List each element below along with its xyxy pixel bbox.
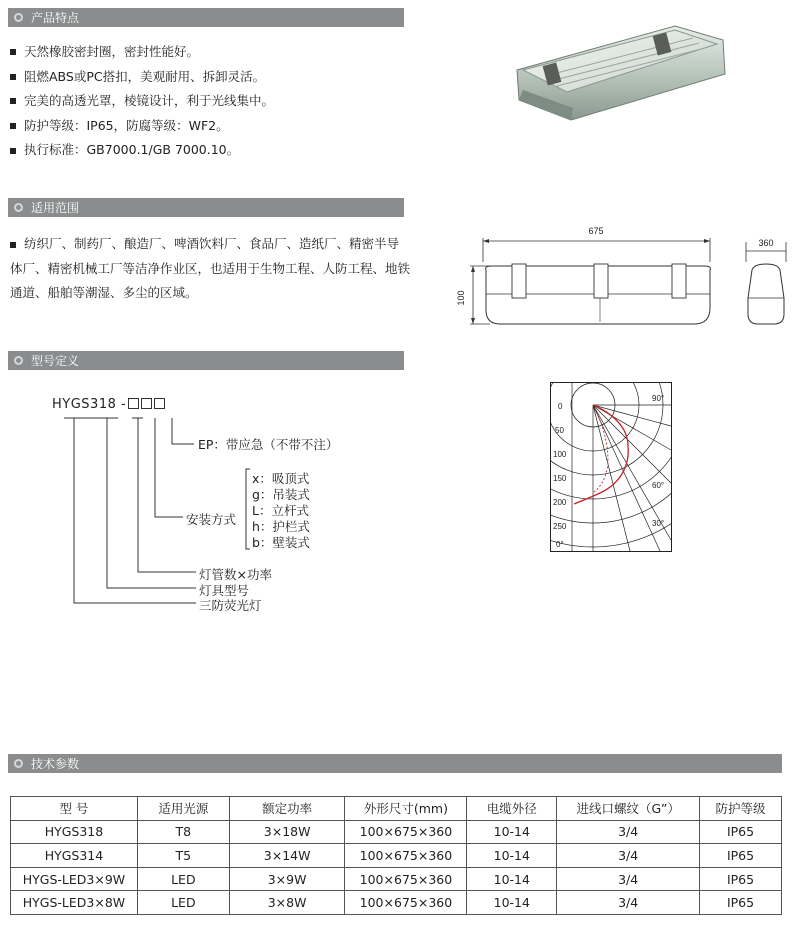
bullet-circle-icon bbox=[14, 356, 23, 365]
table-cell: 3×8W bbox=[229, 891, 345, 915]
table-cell: HYGS318 bbox=[11, 820, 138, 844]
table-cell: HYGS-LED3×9W bbox=[11, 867, 138, 891]
code-box bbox=[141, 398, 152, 409]
square-bullet-icon bbox=[10, 74, 16, 80]
dimension-length: 675 bbox=[588, 226, 604, 236]
install-option: b：壁装式 bbox=[252, 535, 310, 550]
section-bar-features bbox=[8, 8, 404, 27]
table-cell: 10-14 bbox=[467, 867, 557, 891]
square-bullet-icon bbox=[10, 148, 16, 154]
table-cell: 100×675×360 bbox=[345, 844, 467, 868]
table-cell: 10-14 bbox=[467, 891, 557, 915]
list-item: 天然橡胶密封圈，密封性能好。 bbox=[10, 40, 274, 65]
polar-distribution-diagram bbox=[550, 382, 672, 552]
polar-radial-label: 100 bbox=[553, 450, 567, 459]
table-cell: 100×675×360 bbox=[345, 891, 467, 915]
table-cell: 10-14 bbox=[467, 820, 557, 844]
table-cell: 3×18W bbox=[229, 820, 345, 844]
square-bullet-icon bbox=[10, 242, 16, 248]
column-header: 进线口螺纹（G”） bbox=[557, 797, 700, 821]
install-option: g：吊装式 bbox=[252, 487, 310, 502]
table-cell: T8 bbox=[137, 820, 229, 844]
polar-angle-label: 90° bbox=[652, 394, 665, 403]
polar-radial-label: 150 bbox=[553, 474, 567, 483]
section-title-scope: 适用范围 bbox=[31, 201, 80, 215]
square-bullet-icon bbox=[10, 49, 16, 55]
table-cell: IP65 bbox=[700, 844, 782, 868]
column-header: 额定功率 bbox=[229, 797, 345, 821]
table-cell: LED bbox=[137, 891, 229, 915]
table-cell: 3×14W bbox=[229, 844, 345, 868]
polar-angle-label: 60° bbox=[652, 481, 665, 490]
table-cell: IP65 bbox=[700, 820, 782, 844]
table-cell: 100×675×360 bbox=[345, 867, 467, 891]
bullet-circle-icon bbox=[14, 203, 23, 212]
square-bullet-icon bbox=[10, 123, 16, 129]
section-bar-scope bbox=[8, 198, 404, 217]
bullet-circle-icon bbox=[14, 13, 23, 22]
table-cell: HYGS314 bbox=[11, 844, 138, 868]
dimension-width: 360 bbox=[758, 238, 774, 248]
column-header: 外形尺寸(mm) bbox=[345, 797, 467, 821]
section-bar-model bbox=[8, 351, 404, 370]
install-option: x：吸顶式 bbox=[252, 471, 310, 486]
table-cell: 10-14 bbox=[467, 844, 557, 868]
spec-table bbox=[10, 796, 782, 915]
table-row bbox=[11, 867, 782, 891]
install-option: L：立杆式 bbox=[252, 503, 309, 518]
table-cell: 3/4 bbox=[557, 820, 700, 844]
table-header-row bbox=[11, 797, 782, 821]
table-cell: 3×9W bbox=[229, 867, 345, 891]
code-box bbox=[154, 398, 165, 409]
label-tube: 灯管数×功率 bbox=[199, 567, 272, 582]
table-cell: 3/4 bbox=[557, 867, 700, 891]
square-bullet-icon bbox=[10, 98, 16, 104]
table-cell: IP65 bbox=[700, 867, 782, 891]
model-code: HYGS318 - bbox=[52, 397, 165, 412]
column-header: 防护等级 bbox=[700, 797, 782, 821]
dimension-height: 100 bbox=[456, 290, 466, 306]
polar-radial-label: 250 bbox=[553, 522, 567, 531]
polar-radial-label: 200 bbox=[553, 498, 567, 507]
table-cell: 3/4 bbox=[557, 844, 700, 868]
table-cell: 100×675×360 bbox=[345, 820, 467, 844]
scope-paragraph bbox=[10, 232, 410, 306]
table-cell: HYGS-LED3×8W bbox=[11, 891, 138, 915]
table-row bbox=[11, 891, 782, 915]
polar-radial-label: 50 bbox=[555, 426, 564, 435]
dimension-drawing bbox=[440, 222, 800, 342]
table-cell: IP65 bbox=[700, 891, 782, 915]
bullet-circle-icon bbox=[14, 759, 23, 768]
scope-text: 纺织厂、制药厂、酿造厂、啤酒饮料厂、食品厂、造纸厂、精密半导体厂、精密机械工厂等洁净作业区，也适用于生物工程、人防工程、地铁通道、船舶等潮湿、多尘的区域。 bbox=[10, 236, 411, 300]
list-item: 防护等级：IP65，防腐等级：WF2。 bbox=[10, 114, 274, 139]
section-title-tech: 技术参数 bbox=[31, 757, 80, 771]
label-fixture: 灯具型号 bbox=[199, 583, 250, 598]
column-header: 电缆外径 bbox=[467, 797, 557, 821]
polar-angle-label: 30° bbox=[652, 519, 665, 528]
polar-radial-label: 0° bbox=[556, 540, 564, 549]
section-title-features: 产品特点 bbox=[31, 11, 80, 25]
column-header: 适用光源 bbox=[137, 797, 229, 821]
label-lamp: 三防荧光灯 bbox=[199, 598, 262, 613]
table-cell: LED bbox=[137, 867, 229, 891]
install-option: h：护栏式 bbox=[252, 519, 310, 534]
column-header: 型 号 bbox=[11, 797, 138, 821]
polar-radial-label: 0 bbox=[558, 402, 563, 411]
code-box bbox=[128, 398, 139, 409]
list-item: 执行标准：GB7000.1/GB 7000.10。 bbox=[10, 138, 274, 163]
product-photo bbox=[505, 8, 735, 128]
table-cell: 3/4 bbox=[557, 891, 700, 915]
section-bar-tech bbox=[8, 754, 782, 773]
table-row bbox=[11, 820, 782, 844]
table-row bbox=[11, 844, 782, 868]
table-cell: T5 bbox=[137, 844, 229, 868]
label-ep: EP：带应急（不带不注） bbox=[198, 437, 339, 452]
feature-list bbox=[10, 40, 274, 163]
list-item: 阻燃ABS或PC搭扣，美观耐用、拆卸灵活。 bbox=[10, 65, 274, 90]
label-install: 安装方式 bbox=[186, 512, 237, 527]
section-title-model: 型号定义 bbox=[31, 354, 80, 368]
list-item: 完美的高透光罩，棱镜设计，利于光线集中。 bbox=[10, 89, 274, 114]
